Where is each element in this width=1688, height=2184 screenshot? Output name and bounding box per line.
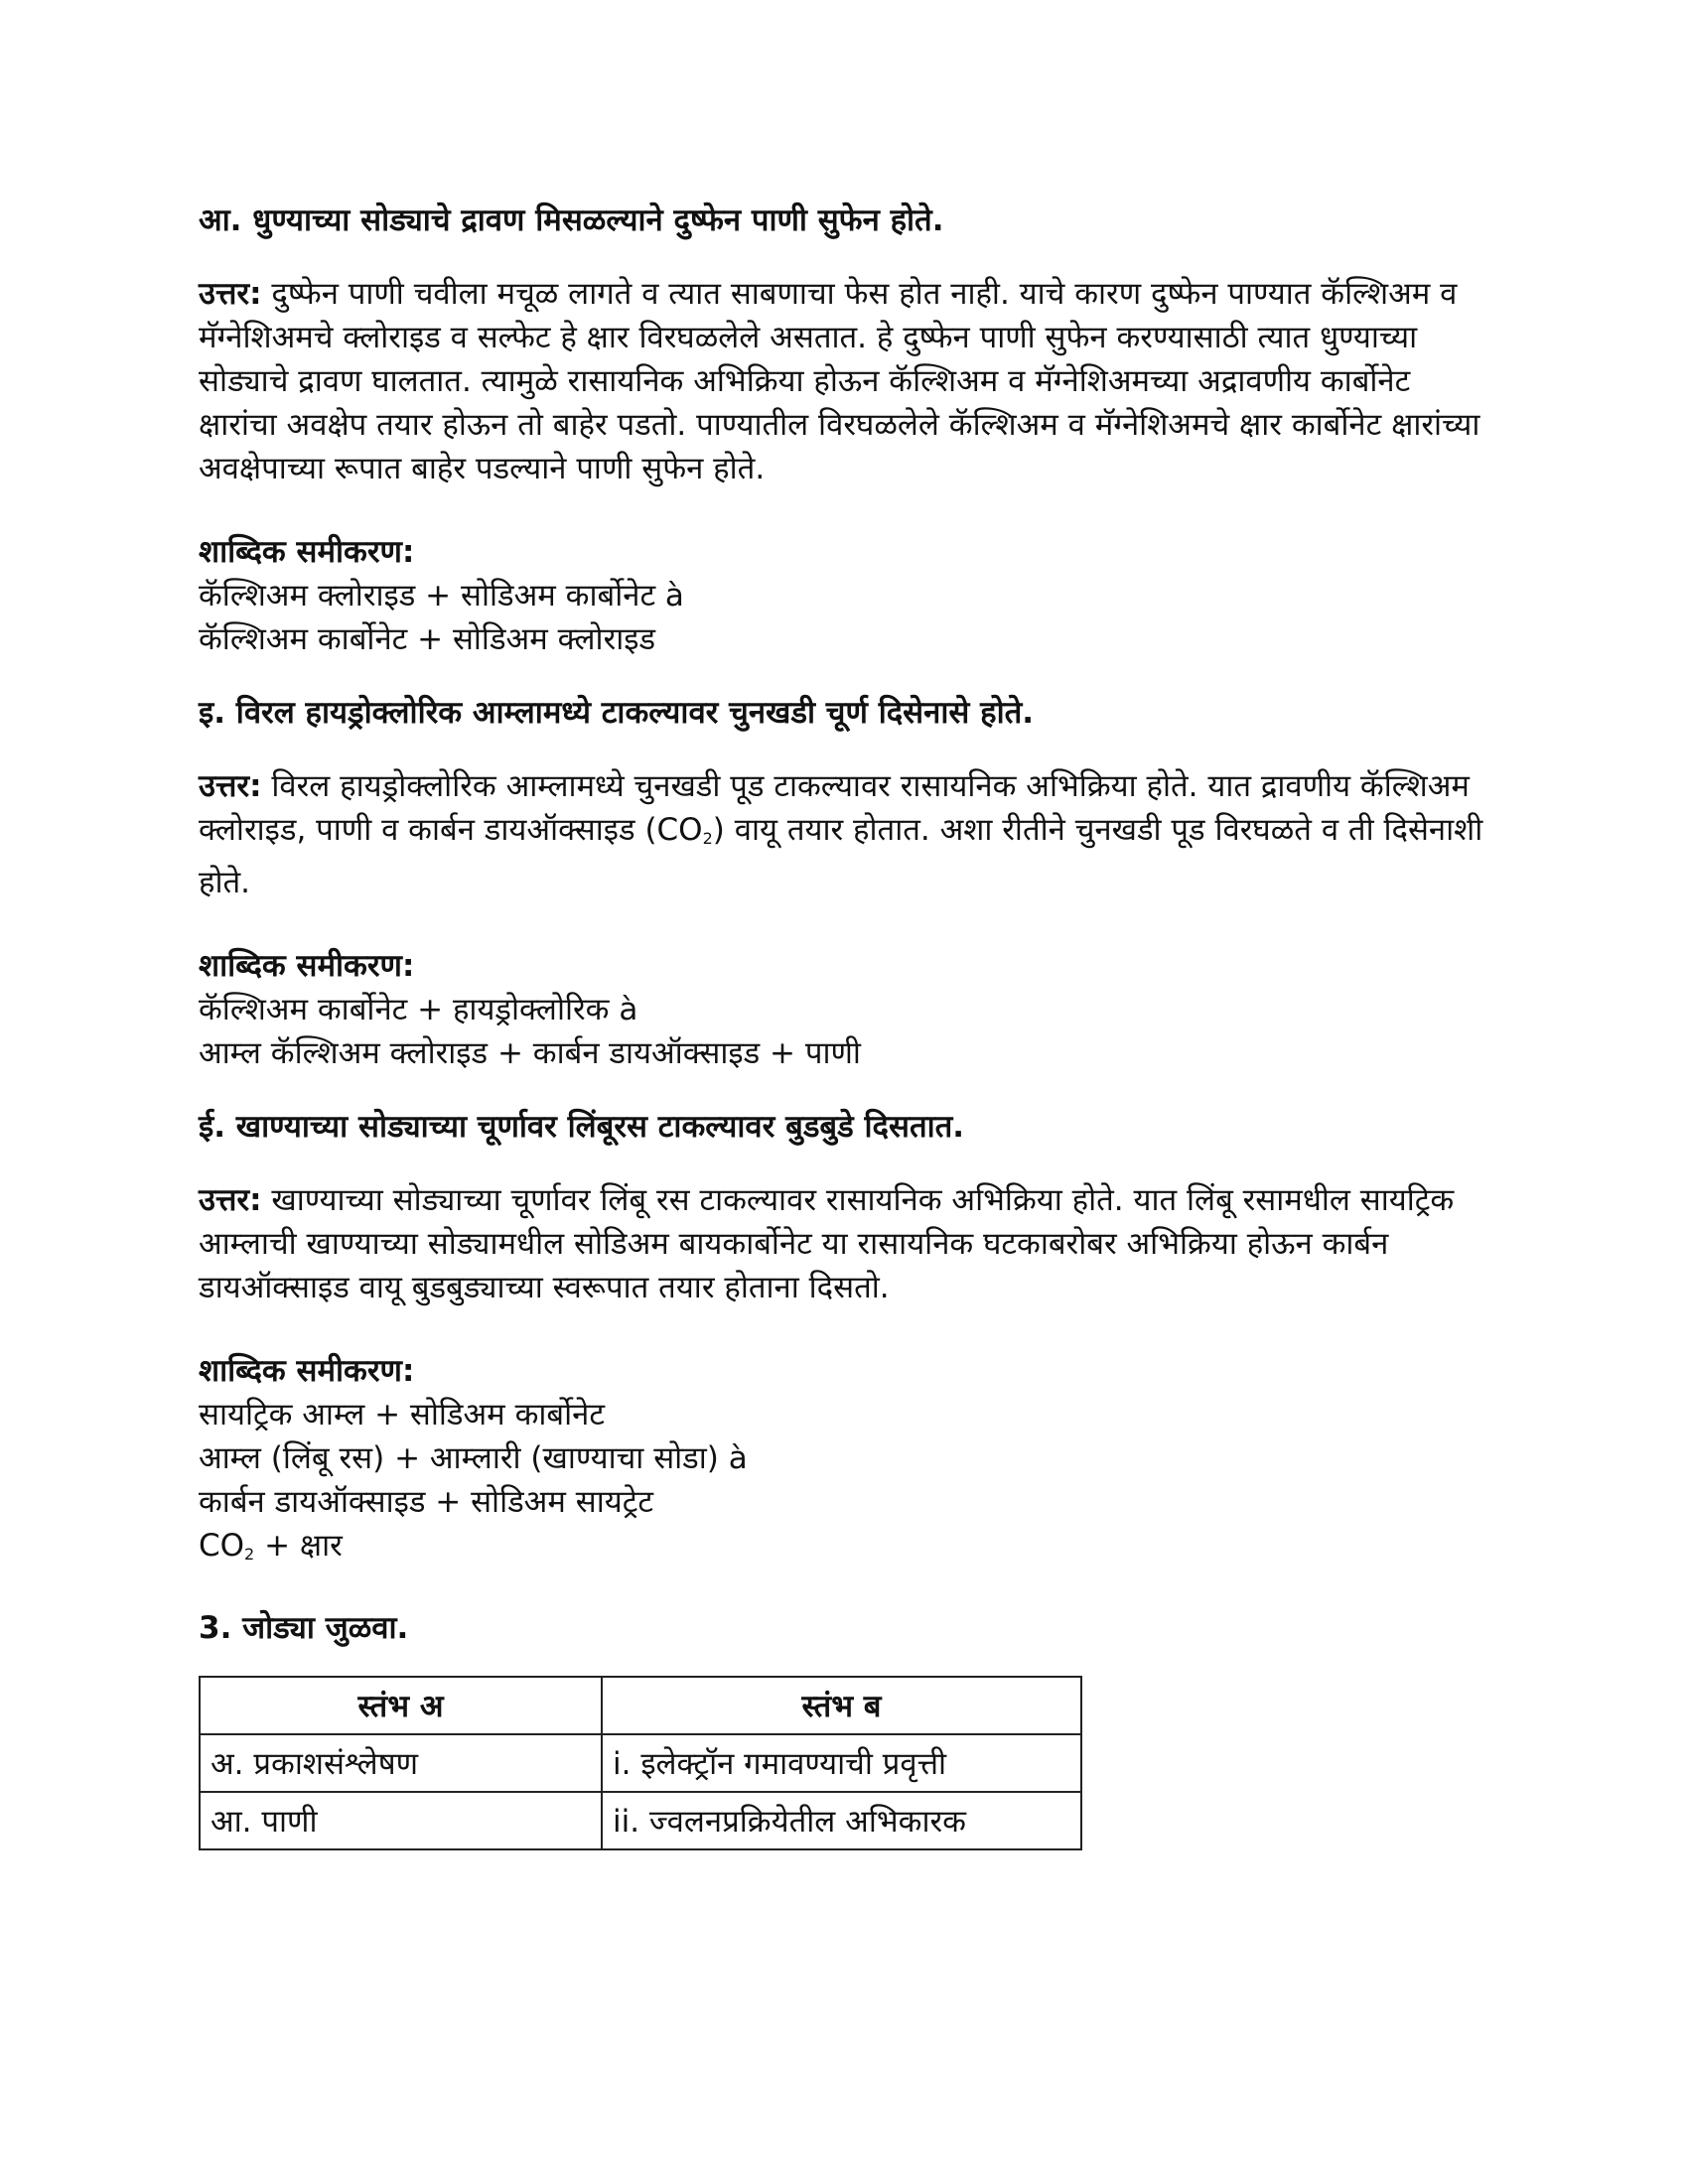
column-header-b: स्तंभ ब xyxy=(602,1677,1081,1734)
column-header-a: स्तंभ अ xyxy=(200,1677,602,1734)
table-header-row xyxy=(200,1677,1081,1734)
answer-label: उत्तर: xyxy=(199,1182,262,1218)
table-cell: आ. पाणी xyxy=(200,1792,602,1849)
answer-text-part1: विरल हायड्रोक्लोरिक आम्लामध्ये चुनखडी पूड टाकल्यावर रासायनिक अभिक्रिया होते. यात द्रावणीय कॅल्शिअम क्लोराइड, पाणी व कार्बन डायऑक्साइड (CO xyxy=(199,768,1470,848)
match-table xyxy=(199,1676,1082,1850)
equation-line: आम्ल कॅल्शिअम क्लोराइड + कार्बन डायऑक्साइड + पाणी xyxy=(199,1035,861,1071)
answer-ii xyxy=(199,1178,1489,1309)
formula-co: CO xyxy=(199,1528,245,1564)
table-cell: ii. ज्वलनप्रक्रियेतील अभिकारक xyxy=(602,1792,1081,1849)
equation-line: कॅल्शिअम कार्बोनेट + सोडिअम क्लोराइड xyxy=(199,621,656,657)
subscript: 2 xyxy=(244,1545,255,1564)
equation-line xyxy=(199,1524,1489,1576)
equation-title: शाब्दिक समीकरण: xyxy=(199,534,415,570)
question-heading-ii: ई. खाण्याच्या सोड्याच्या चूर्णावर लिंबूरस टाकल्यावर बुडबुडे दिसतात. xyxy=(199,1109,965,1145)
equation-line: कॅल्शिअम क्लोराइड + सोडिअम कार्बोनेट à xyxy=(199,578,684,614)
equation-line: कार्बन डायऑक्साइड + सोडिअम सायट्रेट xyxy=(199,1484,653,1520)
answer-text: दुष्फेन पाणी चवीला मचूळ लागते व त्यात साबणाचा फेस होत नाही. याचे कारण दुष्फेन पाण्यात कॅल्शिअम व मॅग्नेशिअमचे क्लोराइड व सल्फेट हे क्षार विरघळलेले असतात. हे दुष्फेन पाणी सुफेन करण्यासाठी त्यात धुण्याच्या सोड्याचे द्रावण घालतात. त्यामुळे रासायनिक अभिक्रिया होऊन कॅल्शिअम व मॅग्नेशिअमच्या अद्रावणीय कार्बोनेट क्षारांचा अवक्षेप तयार होऊन तो बाहेर पडतो. पाण्यातील विरघळलेले कॅल्शिअम व मॅग्नेशिअमचे क्षार कार्बोनेट क्षारांच्या अवक्षेपाच्या रूपात बाहेर पडल्याने पाणी सुफेन होते. xyxy=(199,276,1480,486)
answer-text-part2: ) वायू तयार होतात. अशा रीतीने चुनखडी पूड विरघळते व ती दिसेनाशी होते. xyxy=(199,812,1483,900)
answer-label: उत्तर: xyxy=(199,768,262,804)
formula-rest: + क्षार xyxy=(254,1528,343,1564)
answer-i xyxy=(199,764,1489,904)
answer-label: उत्तर: xyxy=(199,276,262,312)
table-cell: अ. प्रकाशसंश्लेषण xyxy=(200,1734,602,1792)
document-page xyxy=(199,199,1489,1850)
answer-text: खाण्याच्या सोड्याच्या चूर्णावर लिंबू रस टाकल्यावर रासायनिक अभिक्रिया होते. यात लिंबू रसामधील सायट्रिक आम्लाची खाण्याच्या सोड्यामधील सोडिअम बायकार्बोनेट या रासायनिक घटकाबरोबर अभिक्रिया होऊन कार्बन डायऑक्साइड वायू बुडबुड्याच्या स्वरूपात तयार होताना दिसतो. xyxy=(199,1182,1455,1305)
equation-line: सायट्रिक आम्ल + सोडिअम कार्बोनेट xyxy=(199,1397,605,1433)
question-heading-3: 3. जोड्या जुळवा. xyxy=(199,1610,409,1646)
equation-title: शाब्दिक समीकरण: xyxy=(199,948,415,984)
table-row xyxy=(200,1792,1081,1849)
equation-line: कॅल्शिअम कार्बोनेट + हायड्रोक्लोरिक à xyxy=(199,992,638,1027)
equation-line: आम्ल (लिंबू रस) + आम्लारी (खाण्याचा सोडा) à xyxy=(199,1440,748,1476)
subscript: 2 xyxy=(702,829,713,848)
table-cell: i. इलेक्ट्रॉन गमावण्याची प्रवृत्ती xyxy=(602,1734,1081,1792)
equation-title: शाब्दिक समीकरण: xyxy=(199,1353,415,1389)
question-heading-aa: आ. धुण्याच्या सोड्याचे द्रावण मिसळल्याने दुष्फेन पाणी सुफेन होते. xyxy=(199,203,944,238)
answer-aa xyxy=(199,272,1489,490)
table-row xyxy=(200,1734,1081,1792)
question-heading-i: इ. विरल हायड्रोक्लोरिक आम्लामध्ये टाकल्यावर चुनखडी चूर्ण दिसेनासे होते. xyxy=(199,695,1035,731)
